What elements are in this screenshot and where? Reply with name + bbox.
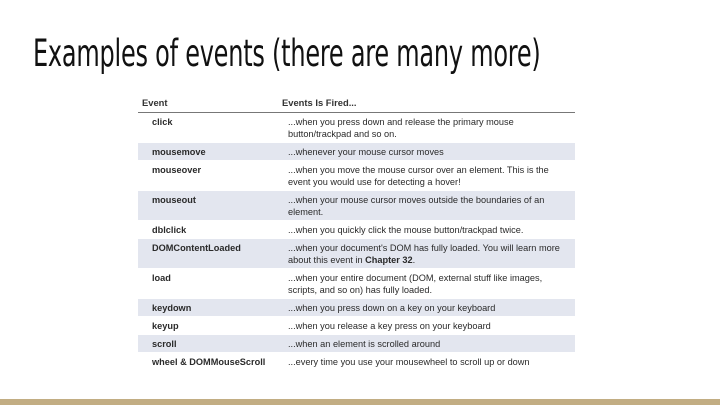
event-description: ...when you press down and release the primary mouse button/trackpad and so on. [278,113,575,143]
event-name: dblclick [138,221,278,239]
event-name: keyup [138,317,278,335]
table-row [138,239,575,269]
event-name: wheel & DOMMouseScroll [138,353,278,371]
slide-title: Examples of events (there are many more) [33,32,541,75]
column-header-fired: Events Is Fired... [278,95,575,113]
table-row [138,191,575,221]
chapter-reference: Chapter 32 [365,255,413,265]
event-description: ...when an element is scrolled around [278,335,575,353]
event-name: keydown [138,299,278,317]
bottom-accent-bar [0,399,720,405]
table-row [138,299,575,317]
event-description: ...when your entire document (DOM, external stuff like images, scripts, and so on) has fully loaded. [278,269,575,299]
table-row [138,353,575,371]
event-name: DOMContentLoaded [138,239,278,269]
event-description: ...whenever your mouse cursor moves [278,143,575,161]
event-description-tail: . [412,255,416,265]
event-description-text: ...when your document's DOM has fully loaded. You will learn more about this event in [288,243,560,265]
table-row [138,161,575,191]
table-row [138,113,575,143]
event-description: ...every time you use your mousewheel to scroll up or down [278,353,575,371]
table-row [138,143,575,161]
table-row [138,221,575,239]
event-name: mousemove [138,143,278,161]
event-description: ...when your mouse cursor moves outside the boundaries of an element. [278,191,575,221]
column-header-event: Event [138,95,278,113]
event-description: ...when you quickly click the mouse button/trackpad twice. [278,221,575,239]
table-row [138,335,575,353]
events-table-body [138,113,575,371]
event-name: click [138,113,278,143]
event-name: mouseout [138,191,278,221]
event-name: load [138,269,278,299]
event-description: ...when you release a key press on your keyboard [278,317,575,335]
event-name: mouseover [138,161,278,191]
event-description: ...when you press down on a key on your keyboard [278,299,575,317]
table-row [138,269,575,299]
table-header-row [138,95,575,113]
table-row [138,317,575,335]
events-table [138,95,575,371]
event-description [278,239,575,269]
event-description: ...when you move the mouse cursor over an element. This is the event you would use for detecting a hover! [278,161,575,191]
event-name: scroll [138,335,278,353]
